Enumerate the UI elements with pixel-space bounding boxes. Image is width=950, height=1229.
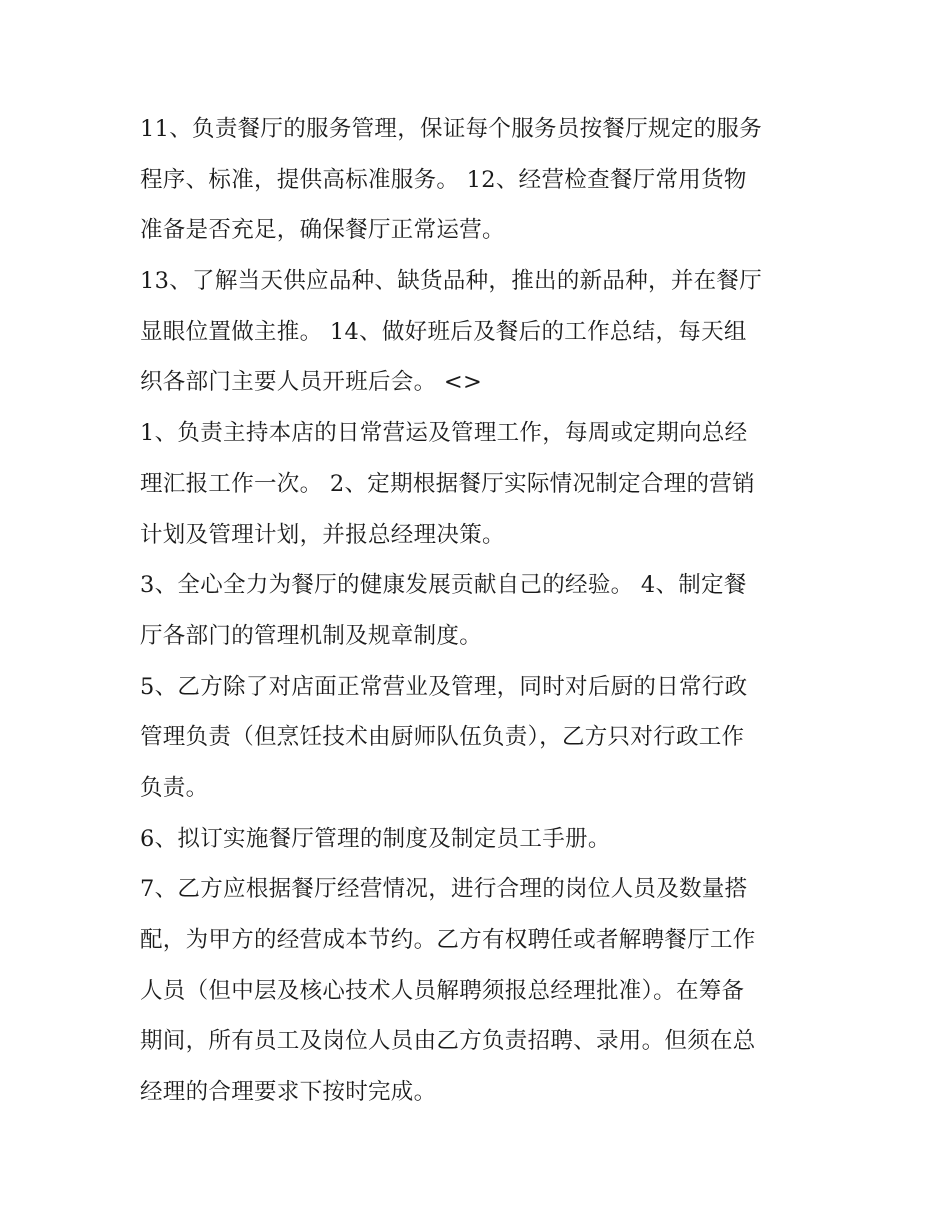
text-line: 负责。 — [140, 774, 209, 801]
text-line: 11、负责餐厅的服务管理，保证每个服务员按餐厅规定的服务 — [140, 116, 763, 142]
text-line: 1、负责主持本店的日常营运及管理工作，每周或定期向总经 — [140, 420, 748, 447]
text-line: 期间，所有员工及岗位人员由乙方负责招聘、录用。但须在总 — [140, 1028, 756, 1055]
text-line: 13、了解当天供应品种、缺货品种，推出的新品种，并在餐厅 — [140, 268, 763, 295]
text-line: 7、乙方应根据餐厅经营情况，进行合理的岗位人员及数量搭 — [140, 876, 748, 903]
text-line: 织各部门主要人员开班后会。 <> — [140, 369, 483, 396]
text-line: 管理负责（但烹饪技术由厨师队伍负责），乙方只对行政工作 — [140, 724, 745, 751]
text-line: 显眼位置做主推。 14、做好班后及餐后的工作总结，每天组 — [140, 318, 747, 345]
text-line: 理汇报工作一次。 2、定期根据餐厅实际情况制定合理的营销 — [140, 470, 755, 497]
document-body — [140, 104, 820, 1118]
text-line: 5、乙方除了对店面正常营业及管理，同时对后厨的日常行政 — [140, 673, 748, 700]
text-line: 3、全心全力为餐厅的健康发展贡献自己的经验。 4、制定餐 — [140, 572, 747, 599]
text-line: 计划及管理计划，并报总经理决策。 — [140, 521, 505, 548]
text-line: 厅各部门的管理机制及规章制度。 — [140, 622, 483, 649]
text-line: 配，为甲方的经营成本节约。乙方有权聘任或者解聘餐厅工作 — [140, 927, 756, 953]
text-line: 6、拟订实施餐厅管理的制度及制定员工手册。 — [140, 825, 611, 852]
text-line: 准备是否充足，确保餐厅正常运营。 — [140, 217, 505, 244]
text-line: 程序、标准，提供高标准服务。 12、经营检查餐厅常用货物 — [140, 166, 747, 193]
text-line: 人员（但中层及核心技术人员解聘须报总经理批准）。在筹备 — [140, 977, 745, 1004]
text-line: 经理的合理要求下按时完成。 — [140, 1079, 437, 1106]
